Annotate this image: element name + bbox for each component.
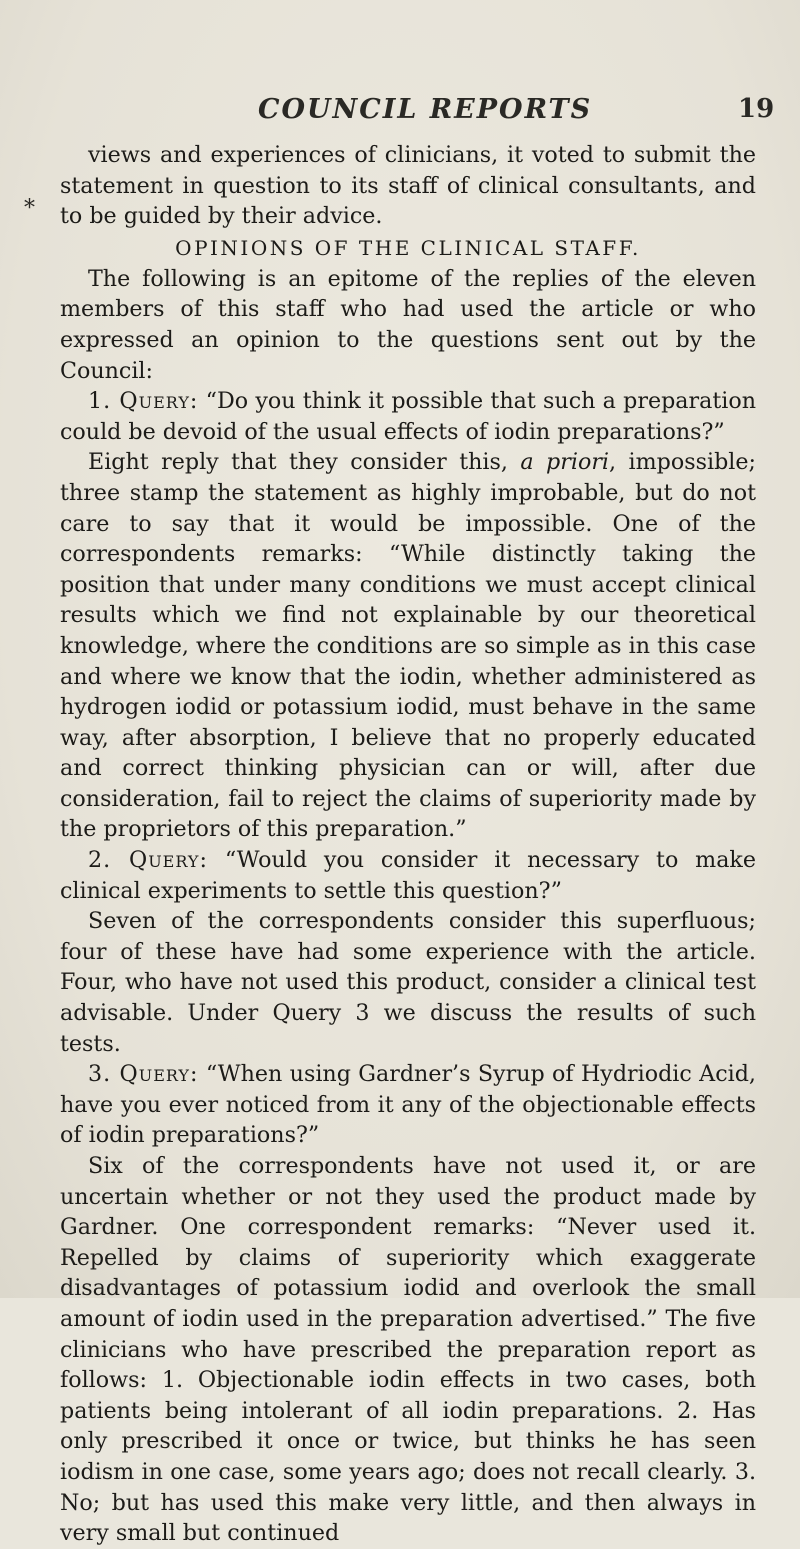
query-3-question: “When using Gardner’s Syrup of Hydriodic Acid, have you ever noticed from it any of the objectionable effects of iodin preparations?” [60, 1061, 756, 1149]
query-2-label: 2. Query: [88, 847, 208, 874]
query-1-question: “Do you think it possible that such a preparation could be devoid of the usual effects of iodin preparations?” [60, 388, 756, 445]
answer-1 [60, 447, 756, 845]
running-title: COUNCIL REPORTS [258, 94, 593, 125]
running-header [0, 94, 800, 130]
answer-1-part-1: Eight reply that they consider this, [88, 449, 508, 476]
answer-3: Six of the correspondents have not used it, or are uncertain whether or not they used the product made by Gardner. One correspondent remarks: “Never used it. Repelled by claims of superiority which exaggerate disadvantages of potassium iodid and overlook the small amount of iodin used in the preparation advertised.” The five clinicians who have prescribed the preparation report as follows: 1. Objectionable iodin effects in two cases, both patients being intolerant of all iodin preparations. 2. Has only prescribed it once or twice, but thinks he has seen iodism in one case, some years ago; does not recall clearly. 3. No; but has used this make very little, and then always in very small but continued [60, 1153, 756, 1547]
margin-mark: * [24, 196, 35, 221]
query-3 [60, 1059, 756, 1151]
query-1-label: 1. Query: [88, 388, 199, 415]
page-number: 19 [738, 94, 775, 124]
section-heading: OPINIONS OF THE CLINICAL STAFF. [175, 235, 641, 260]
answer-2: Seven of the correspondents consider this superfluous; four of these have had some experience with the article. Four, who have not used this product, consider a clinical test advisable. Under Query 3 we discuss the results of such tests. [60, 908, 756, 1057]
query-1 [60, 386, 756, 447]
query-2-question: “Would you consider it necessary to make clinical experiments to settle this question?” [60, 847, 756, 904]
query-3-label: 3. Query: [88, 1061, 199, 1088]
intro-paragraph: The following is an epitome of the replies of the eleven members of this staff who had used the article or who expressed an opinion to the questions sent out by the Council: [60, 265, 756, 384]
body-text [60, 140, 756, 1549]
query-2 [60, 845, 756, 906]
answer-1-part-2: , impossible; three stamp the statement as highly improbable, but do not care to say that it would be impossible. One of the correspondents remarks: “While distinctly taking the position that under many conditions we must accept clinical results which we find not explainable by our theoretical knowledge, where the conditions are so simple as in this case and where we know that the iodin, whether administered as hydrogen iodid or potassium iodid, must behave in the same way, after absorption, I believe that no properly educated and correct thinking physician can or will, after due consideration, fail to reject the claims of superiority made by the proprietors of this preparation.” [60, 449, 756, 843]
answer-1-italic: a priori [520, 449, 610, 476]
opening-paragraph: views and experiences of clinicians, it voted to submit the statement in question to its staff of clinical consultants, and to be guided by their advice. [60, 142, 756, 230]
